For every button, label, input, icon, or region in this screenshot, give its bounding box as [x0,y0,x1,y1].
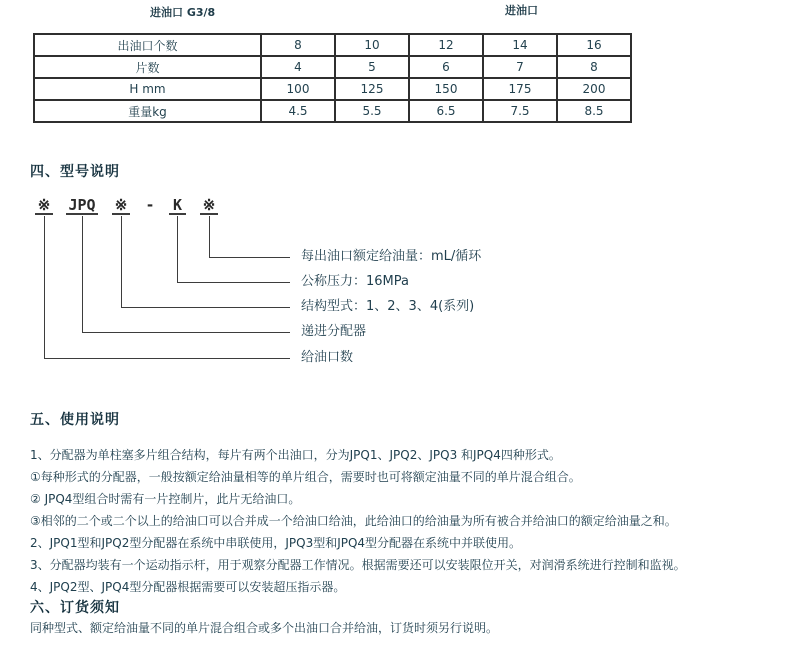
table-row [34,34,631,56]
table-cell: 4 [261,56,335,78]
usage-line: 1、分配器为单柱塞多片组合结构，每片有两个出油口，分为JPQ1、JPQ2、JPQ3 和JPQ4四种形式。 [30,448,561,462]
usage-line: 4、JPQ2型、JPQ4型分配器根据需要可以安装超压指示器。 [30,580,346,594]
callout-label-ports: 给油口数 [301,350,354,365]
row-header-weight: 重量kg [34,100,261,122]
section-title-model: 四、型号说明 [30,164,120,180]
callout-line [121,307,290,308]
table-cell: 8 [261,34,335,56]
model-code-part: JPQ [66,197,98,215]
model-code-part: ※ [112,197,130,215]
callout-line [121,216,122,307]
callout-line [209,216,210,257]
table-cell: 5.5 [335,100,409,122]
model-code-part: ※ [35,197,53,215]
table-cell: 8 [557,56,631,78]
callout-line [82,216,83,332]
inlet-port-right-label: 进油口 [505,4,538,17]
callout-label-rated-oil: 每出油口额定给油量：mL/循环 [301,249,482,264]
inlet-port-left-label: 进油口 G3/8 [150,6,216,19]
table-cell: 100 [261,78,335,100]
table-cell: 6 [409,56,483,78]
table-cell: 10 [335,34,409,56]
callout-line [177,216,178,282]
callout-label-pressure: 公称压力：16MPa [301,274,409,289]
section-title-usage: 五、使用说明 [30,412,120,428]
row-header-height: H mm [34,78,261,100]
callout-line [44,358,290,359]
model-code-dash: - [145,196,155,214]
usage-line: ③相邻的二个或二个以上的给油口可以合并成一个给油口给油，此给油口的给油量为所有被合并给油口的额定给油量之和。 [30,514,677,528]
table-cell: 14 [483,34,557,56]
usage-line: 3、分配器均装有一个运动指示杆，用于观察分配器工作情况。根据需要还可以安装限位开关，对润滑系统进行控制和监视。 [30,558,686,572]
table-cell: 4.5 [261,100,335,122]
table-cell: 150 [409,78,483,100]
usage-line: ② JPQ4型组合时需有一片控制片，此片无给油口。 [30,492,301,506]
callout-line [82,332,290,333]
callout-line [209,257,290,258]
spec-table [33,33,632,123]
table-cell: 7 [483,56,557,78]
table-cell: 16 [557,34,631,56]
model-code-part: K [169,197,186,215]
row-header-pieces: 片数 [34,56,261,78]
section-title-order: 六、订货须知 [30,600,120,616]
callout-label-structure: 结构型式：1、2、3、4(系列) [301,299,475,314]
table-cell: 175 [483,78,557,100]
table-cell: 5 [335,56,409,78]
table-cell: 125 [335,78,409,100]
callout-line [177,282,290,283]
table-cell: 200 [557,78,631,100]
callout-line [44,216,45,358]
model-code-part: ※ [200,197,218,215]
table-row [34,78,631,100]
table-cell: 8.5 [557,100,631,122]
usage-instructions [30,444,770,598]
table-cell: 12 [409,34,483,56]
row-header-outlets: 出油口个数 [34,34,261,56]
usage-line: 2、JPQ1型和JPQ2型分配器在系统中串联使用，JPQ3型和JPQ4型分配器在系统中并联使用。 [30,536,522,550]
usage-line: ①每种形式的分配器，一般按额定给油量相等的单片组合，需要时也可将额定油量不同的单片混合组合。 [30,470,581,484]
table-cell: 6.5 [409,100,483,122]
order-note: 同种型式、额定给油量不同的单片混合组合或多个出油口合并给油，订货时须另行说明。 [30,621,499,635]
callout-label-distributor: 递进分配器 [301,324,367,339]
table-row [34,100,631,122]
table-cell: 7.5 [483,100,557,122]
table-row [34,56,631,78]
